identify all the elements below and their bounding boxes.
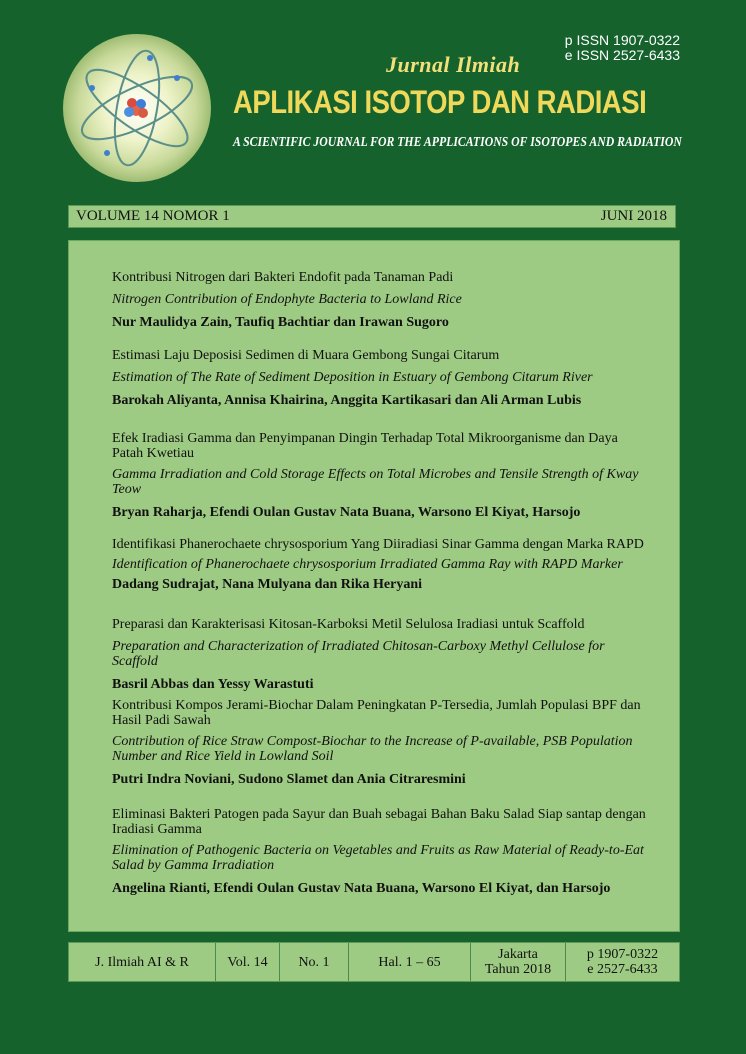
jurnal-ilmiah-label: Jurnal Ilmiah [386, 52, 521, 77]
citation-footer [68, 942, 680, 982]
volume-bar [68, 205, 676, 228]
article-title-en: Contribution of Rice Straw Compost-Biochar to the Increase of P-available, PSB Population Number and Rice Yield in Lowland Soil [112, 734, 633, 764]
footer-issn [566, 943, 679, 981]
article-authors: Barokah Aliyanta, Annisa Khairina, Anggita Kartikasari dan Ali Arman Lubis [112, 393, 582, 408]
footer-volume: Vol. 14 [216, 943, 280, 981]
article-authors: Basril Abbas dan Yessy Warastuti [112, 677, 314, 692]
article-title: Efek Iradiasi Gamma dan Penyimpanan Dingin Terhadap Total Mikroorganisme dan Daya Patah Kwetiau [112, 431, 618, 461]
issn-block [565, 33, 680, 63]
article-title-en: Gamma Irradiation and Cold Storage Effects on Total Microbes and Tensile Strength of Kway Teow [112, 467, 639, 497]
contents-panel [68, 240, 680, 932]
article-title: Identifikasi Phanerochaete chrysosporium Yang Diiradiasi Sinar Gamma dengan Marka RAPD [112, 537, 644, 552]
issn-online: e ISSN 2527-6433 [564, 47, 680, 63]
footer-pages: Hal. 1 – 65 [349, 943, 471, 981]
article-3[interactable] [112, 431, 647, 520]
article-title-en: Estimation of The Rate of Sediment Deposition in Estuary of Gembong Citarum River [112, 370, 593, 385]
article-title-en: Elimination of Pathogenic Bacteria on Vegetables and Fruits as Raw Material of Ready-to-Eat Salad by Gamma Irradiation [112, 843, 644, 873]
footer-number: No. 1 [280, 943, 349, 981]
article-5[interactable] [112, 617, 647, 692]
article-4[interactable] [112, 537, 647, 592]
article-authors: Angelina Rianti, Efendi Oulan Gustav Nata Buana, Warsono El Kiyat, dan Harsojo [112, 881, 611, 896]
article-title-en: Nitrogen Contribution of Endophyte Bacteria to Lowland Rice [112, 292, 462, 307]
article-2[interactable] [112, 348, 647, 408]
footer-year: Tahun 2018 [484, 962, 552, 977]
article-authors: Bryan Raharja, Efendi Oulan Gustav Nata Buana, Warsono El Kiyat, Harsojo [112, 505, 581, 520]
journal-subtitle: A SCIENTIFIC JOURNAL FOR THE APPLICATIONS OF ISOTOPES AND RADIATION [233, 135, 682, 150]
article-1[interactable] [112, 270, 647, 330]
footer-issn-online: e 2527-6433 [587, 962, 658, 977]
issn-print: p ISSN 1907-0322 [564, 32, 680, 48]
article-title-en: Preparation and Characterization of Irradiated Chitosan-Carboxy Methyl Cellulose for Scaffold [112, 639, 605, 669]
footer-city: Jakarta [498, 947, 538, 962]
footer-place-year [471, 943, 566, 981]
issue-date: JUNI 2018 [600, 208, 667, 224]
atom-icon [62, 33, 212, 183]
article-7[interactable] [112, 807, 647, 896]
footer-issn-print: p 1907-0322 [586, 947, 659, 962]
article-authors: Putri Indra Noviani, Sudono Slamet dan Ania Citraresmini [112, 772, 466, 787]
article-title: Estimasi Laju Deposisi Sedimen di Muara Gembong Sungai Citarum [112, 348, 500, 363]
volume-number: VOLUME 14 NOMOR 1 [76, 208, 230, 224]
article-title: Preparasi dan Karakterisasi Kitosan-Karboksi Metil Selulosa Iradiasi untuk Scaffold [112, 617, 585, 632]
journal-title: APLIKASI ISOTOP DAN RADIASI [233, 84, 647, 120]
article-authors: Nur Maulidya Zain, Taufiq Bachtiar dan Irawan Sugoro [112, 315, 449, 330]
article-title: Kontribusi Kompos Jerami-Biochar Dalam Peningkatan P-Tersedia, Jumlah Populasi BPF dan Hasil Padi Sawah [112, 698, 641, 728]
article-6[interactable] [112, 698, 647, 787]
article-authors: Dadang Sudrajat, Nana Mulyana dan Rika Heryani [112, 577, 423, 592]
article-title: Kontribusi Nitrogen dari Bakteri Endofit pada Tanaman Padi [112, 270, 454, 285]
article-title: Eliminasi Bakteri Patogen pada Sayur dan Buah sebagai Bahan Baku Salad Siap santap dengan Iradiasi Gamma [112, 807, 646, 837]
article-title-en: Identification of Phanerochaete chrysosporium Irradiated Gamma Ray with RAPD Marker [112, 557, 623, 572]
footer-journal: J. Ilmiah AI & R [69, 943, 216, 981]
